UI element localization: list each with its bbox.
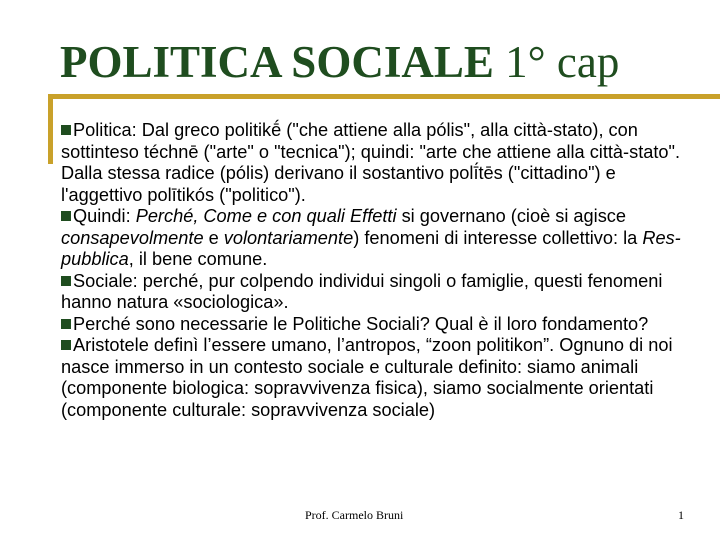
text-segment: Politica xyxy=(73,120,132,140)
square-bullet-icon xyxy=(61,319,71,329)
text-segment: ) fenomeni di interesse collettivo: la xyxy=(353,227,643,248)
text-segment: e xyxy=(203,227,224,248)
title-suffix: 1° cap xyxy=(493,37,620,87)
text-segment: , il bene comune. xyxy=(128,249,268,269)
title-underline xyxy=(48,94,720,99)
slide-body xyxy=(61,120,701,421)
text-segment: Sociale xyxy=(73,270,133,291)
text-segment: consapevolmente xyxy=(61,227,204,248)
footer-author: Prof. Carmelo Bruni xyxy=(305,508,404,522)
text-segment: Perché, Come e con quali Effetti xyxy=(135,206,397,226)
text-segment: : Dal greco politikḗ ("che attiene alla pólis", alla città-stato), con sottinteso téchnē ("arte" o "tecnica"); quindi: "arte che attiene alla città-stato". Dalla stessa radice (pólis) derivano il sostantivo polī́tēs ("cittadino") e l'aggettivo polītikós ("politico"). xyxy=(61,120,681,205)
text-segment: Aristotele definì l’essere umano, l’antropos, “zoon politikon”. Ognuno di noi nasce immerso in un contesto sociale e culturale definito: siamo animali (componente biologica: sopravvivenza fisica), siamo socialmente orientati (componente culturale: sopravvivenza sociale) xyxy=(61,335,673,420)
bullet-paragraph xyxy=(61,206,701,271)
square-bullet-icon xyxy=(61,125,71,135)
text-segment: Res-pubblica xyxy=(61,227,681,269)
slide-title xyxy=(60,30,700,94)
title-main: POLITICA SOCIALE xyxy=(60,37,494,87)
square-bullet-icon xyxy=(61,211,71,221)
bullet-paragraph xyxy=(61,335,701,421)
bullet-paragraph xyxy=(61,271,701,314)
text-segment: Perché sono necessarie le Politiche Sociali? Qual è il loro fondamento? xyxy=(73,313,649,334)
text-segment: si governano (cioè si agisce xyxy=(396,206,626,226)
text-segment: Quindi: xyxy=(73,206,136,226)
text-segment: volontariamente xyxy=(223,227,354,248)
square-bullet-icon xyxy=(61,276,71,286)
left-accent-bar xyxy=(48,94,53,164)
square-bullet-icon xyxy=(61,340,71,350)
page-number: 1 xyxy=(678,508,684,522)
bullet-paragraph xyxy=(61,120,701,206)
text-segment: : perché, pur colpendo individui singoli o famiglie, questi fenomeni hanno natura «sociologica». xyxy=(61,270,663,312)
bullet-paragraph xyxy=(61,314,701,336)
